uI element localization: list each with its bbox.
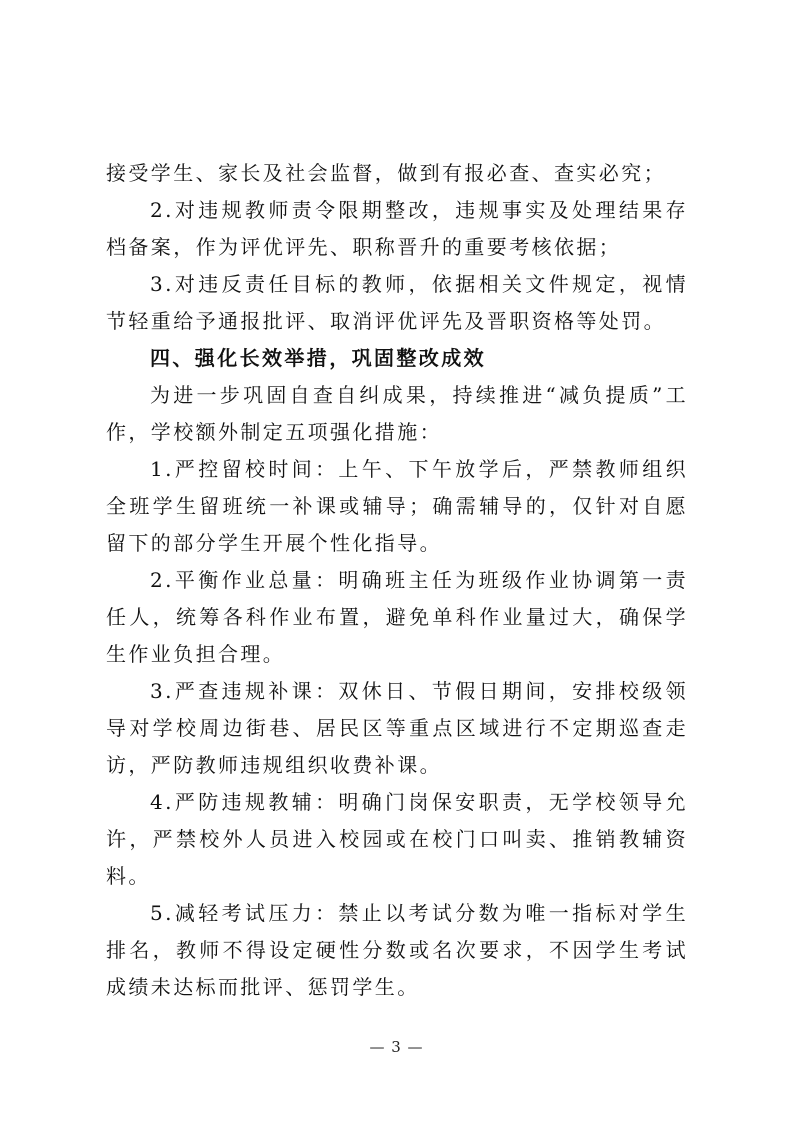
paragraph-measure-2: 2.平衡作业总量：明确班主任为班级作业协调第一责任人，统筹各科作业布置，避免单科作业量过大，确保学生作业负担合理。 [106,568,688,666]
paragraph-measure-5: 5.减轻考试压力：禁止以考试分数为唯一指标对学生排名，教师不得设定硬性分数或名次要求，不因学生考试成绩未达标而批评、惩罚学生。 [106,901,688,999]
paragraph-item-3: 3.对违反责任目标的教师，依据相关文件规定，视情节轻重给予通报批评、取消评优评先及晋职资格等处罚。 [106,272,688,333]
paragraph-measure-1: 1.严控留校时间：上午、下午放学后，严禁教师组织全班学生留班统一补课或辅导；确需辅导的，仅针对自愿留下的部分学生开展个性化指导。 [106,457,688,555]
paragraph-measure-4: 4.严防违规教辅：明确门岗保安职责，无学校领导允许，严禁校外人员进入校园或在校门口叫卖、推销教辅资料。 [106,790,688,888]
page-number: — 3 — [369,1038,424,1056]
document-body [106,155,688,1006]
paragraph-continuation: 接受学生、家长及社会监督，做到有报必查、查实必究； [106,161,666,185]
paragraph-item-2: 2.对违规教师责令限期整改，违规事实及处理结果存档备案，作为评优评先、职称晋升的重要考核依据； [106,198,688,259]
paragraph-measure-3: 3.严查违规补课：双休日、节假日期间，安排校级领导对学校周边街巷、居民区等重点区域进行不定期巡查走访，严防教师违规组织收费补课。 [106,679,688,777]
section-heading: 四、强化长效举措，巩固整改成效 [150,346,486,370]
paragraph-intro: 为进一步巩固自查自纠成果，持续推进“减负提质”工作，学校额外制定五项强化措施： [106,383,688,444]
